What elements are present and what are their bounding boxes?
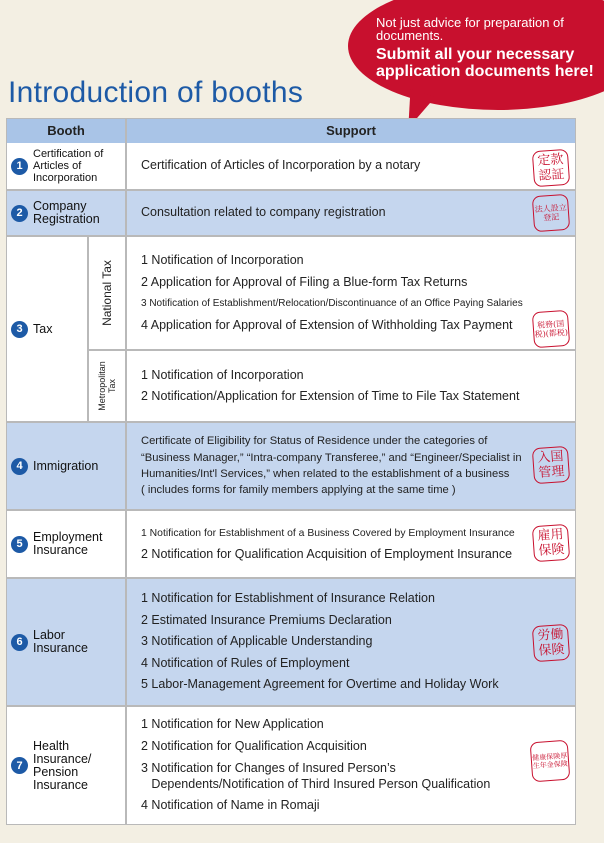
booth-4 <box>7 423 125 509</box>
support-line: 1 Notification for Establishment of a Business Covered by Employment Insurance <box>141 527 515 539</box>
booth-label: Company Registration <box>33 199 100 226</box>
booth-label: Immigration <box>33 458 99 473</box>
support-line: Certificate of Eligibility for Status of Residence under the categories of <box>141 435 488 448</box>
support-line: 2 Notification/Application for Extension of Time to File Tax Statement <box>141 389 520 403</box>
stamp-icon: 定款認証 <box>532 149 570 187</box>
national-tax-label <box>89 237 125 349</box>
booth-2 <box>7 191 125 235</box>
support-line: 4 Notification of Rules of Employment <box>141 655 350 670</box>
booth-5 <box>7 511 125 577</box>
divider <box>125 237 127 421</box>
support-line: 2 Estimated Insurance Premiums Declaration <box>141 612 392 627</box>
callout-big: Submit all your necessary application documents here! <box>376 46 594 80</box>
support-line: 3 Notification for Changes of Insured Person’s <box>141 761 396 776</box>
support-line: ( includes forms for family members applying at the same time ) <box>141 484 456 497</box>
booth-7 <box>7 707 125 824</box>
subcategory-label: Metropolitan Tax <box>97 361 117 411</box>
support-line: 3 Notification of Establishment/Relocation/Discontinuance of an Office Paying Salaries <box>141 298 523 309</box>
stamp-icon: 法人設立登記 <box>532 194 570 232</box>
support-line: 4 Application for Approval of Extension of Withholding Tax Payment <box>141 317 513 332</box>
support-line: 2 Application for Approval of Filing a Blue-form Tax Returns <box>141 274 468 289</box>
support-line: 4 Notification of Name in Romaji <box>141 798 320 813</box>
support-line: Consultation related to company registration <box>141 205 386 220</box>
page-title: Introduction of booths <box>8 76 304 109</box>
support-line: Humanities/Int'l Services,” when related to the establishment of a business <box>141 468 510 480</box>
support-line: 1 Notification for Establishment of Insurance Relation <box>141 591 435 606</box>
header-support: Support <box>127 119 575 143</box>
number-badge: 5 <box>11 536 28 553</box>
number-badge: 1 <box>11 158 28 175</box>
support-line: 5 Labor-Management Agreement for Overtime and Holiday Work <box>141 677 499 692</box>
callout-text <box>376 16 604 80</box>
support-2 <box>127 191 575 235</box>
support-line: 3 Notification of Applicable Understanding <box>141 634 373 649</box>
divider <box>125 119 127 237</box>
support-line: 2 Notification for Qualification Acquisition of Employment Insurance <box>141 547 513 561</box>
number-badge: 6 <box>11 634 28 651</box>
support-line: 1 Notification of Incorporation <box>141 253 304 267</box>
support-line: Certification of Articles of Incorporation by a notary <box>141 158 421 173</box>
stamp-icon: 健康保険厚生年金保険 <box>530 740 571 783</box>
callout-small: Not just advice for preparation of documents. <box>376 15 564 43</box>
divider <box>125 421 127 824</box>
booth-table <box>6 118 576 825</box>
stamp-icon: 雇用保険 <box>532 524 570 562</box>
support-3-metro <box>127 351 575 421</box>
support-6 <box>127 579 575 705</box>
number-badge: 3 <box>11 321 28 338</box>
support-5 <box>127 511 575 577</box>
support-line: “Business Manager,” “Intra-company Transferee,” and “Engineer/Specialist in <box>141 451 522 464</box>
support-1 <box>127 143 575 189</box>
booth-3 <box>7 237 87 421</box>
stamp-icon: 入国管理 <box>532 446 570 484</box>
number-badge: 4 <box>11 458 28 475</box>
booth-label: Tax <box>33 321 53 336</box>
header-booth: Booth <box>7 119 125 143</box>
support-line: 2 Notification for Qualification Acquisition <box>141 738 367 753</box>
number-badge: 7 <box>11 757 28 774</box>
booth-label: Health Insurance/ Pension Insurance <box>33 738 92 792</box>
support-7 <box>127 707 575 824</box>
booth-6 <box>7 579 125 705</box>
support-line: 1 Notification of Incorporation <box>141 367 304 382</box>
booth-label: Labor Insurance <box>33 628 88 655</box>
support-3-national <box>127 237 575 349</box>
stamp-icon: 税務(国税)(都税) <box>532 310 570 348</box>
booth-1 <box>7 143 125 189</box>
booth-label: Certification of Articles of Incorporation <box>33 148 104 184</box>
booth-label: Employment Insurance <box>33 530 103 557</box>
support-line: Dependents/Notification of Third Insured Person Qualification <box>141 777 491 792</box>
subcategory-label: National Tax <box>100 260 115 326</box>
number-badge: 2 <box>11 205 28 222</box>
support-4 <box>127 423 575 509</box>
stamp-icon: 労働保険 <box>532 624 570 662</box>
metro-tax-label <box>89 351 125 421</box>
support-line: 1 Notification for New Application <box>141 717 324 732</box>
